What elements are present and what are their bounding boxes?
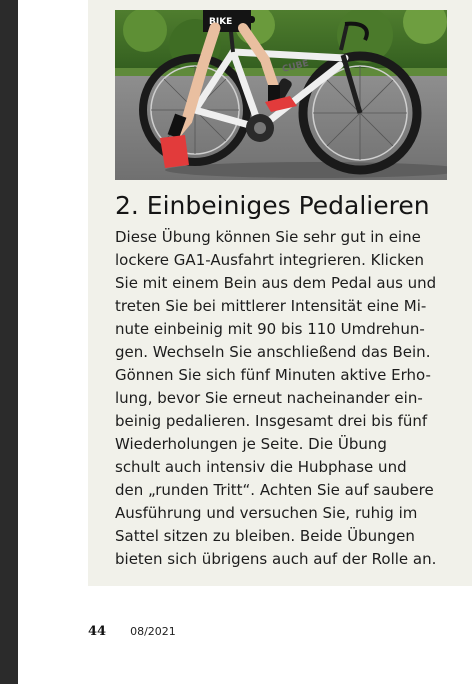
page-footer — [88, 622, 176, 640]
body-line: Sie mit einem Bein aus dem Pedal aus und — [115, 274, 437, 292]
cyclist-photo — [115, 10, 447, 180]
body-line: Sattel sitzen zu bleiben. Beide Übungen — [115, 527, 415, 545]
body-line: lung, bevor Sie erneut nacheinander ein- — [115, 389, 423, 407]
body-line: lockere GA1-Ausfahrt integrieren. Klicken — [115, 251, 424, 269]
article-body-text — [115, 226, 460, 571]
body-line: Ausführung und versuchen Sie, ruhig im — [115, 504, 418, 522]
page-number: 44 — [88, 623, 107, 639]
body-line: gen. Wechseln Sie anschließend das Bein. — [115, 343, 431, 361]
body-line: Gönnen Sie sich fünf Minuten aktive Erho- — [115, 366, 431, 384]
article-headline: 2. Einbeiniges Pedalieren — [115, 191, 430, 220]
body-line: beinig pedalieren. Insgesamt drei bis fünf — [115, 412, 428, 430]
body-line: Wiederholungen je Seite. Die Übung — [115, 435, 387, 453]
body-line: treten Sie bei mittlerer Intensität eine Mi- — [115, 297, 427, 315]
body-line: bieten sich übrigens auch auf der Rolle an. — [115, 550, 437, 568]
svg-text:CUBE: CUBE — [281, 58, 310, 75]
body-line: schult auch intensiv die Hubphase und — [115, 458, 407, 476]
body-line: Diese Übung können Sie sehr gut in eine — [115, 228, 421, 246]
body-line: den „runden Tritt“. Achten Sie auf saubere — [115, 481, 434, 499]
page-spine-edge — [0, 0, 18, 684]
body-line: nute einbeinig mit 90 bis 110 Umdrehun- — [115, 320, 425, 338]
svg-text:BIKE: BIKE — [209, 17, 233, 27]
issue-date: 08/2021 — [130, 624, 176, 638]
